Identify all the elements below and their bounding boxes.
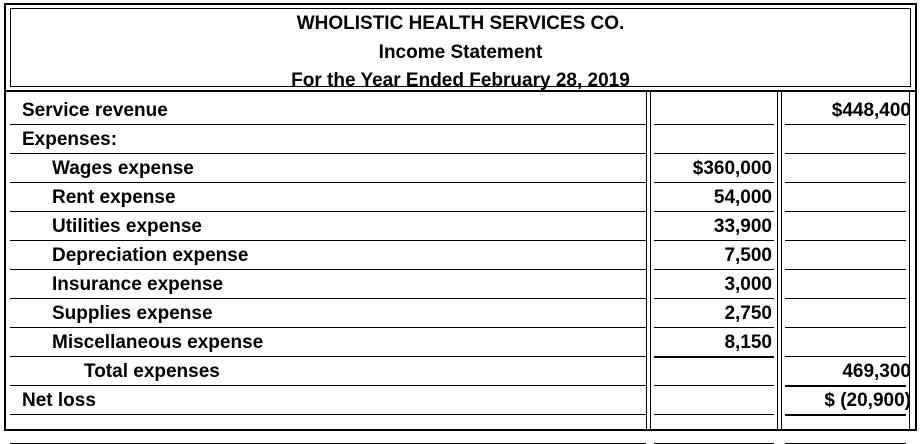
row-rule [654,153,774,154]
row-rule [654,211,774,212]
row-label: Wages expense [52,158,194,179]
statement-row [6,184,915,212]
row-rule [654,385,774,386]
statement-row [6,97,915,125]
subtotal-rule [654,356,774,358]
row-rule [10,298,646,299]
row-label: Utilities expense [52,216,202,237]
statement-row [6,242,915,270]
row-rule [785,182,906,183]
row-rule [10,124,646,125]
detail-amount: $360,000 [692,158,772,179]
statement-header [6,5,915,92]
row-rule [654,240,774,241]
statement-row [6,213,915,241]
row-label: Service revenue [22,100,168,121]
subtotal-rule [785,385,906,387]
statement-row [6,387,915,415]
row-rule [785,356,906,357]
detail-amount: 2,750 [724,303,772,324]
row-rule [785,269,906,270]
row-rule [10,327,646,328]
row-rule [10,211,646,212]
row-rule [654,414,774,415]
total-amount: 469,300 [842,361,911,382]
statement-row [6,155,915,183]
row-rule [654,327,774,328]
row-rule [785,153,906,154]
statement-row [6,300,915,328]
row-label: Miscellaneous expense [52,332,264,353]
double-rule [785,414,906,416]
total-amount: $448,400 [831,100,911,121]
total-amount: $ (20,900) [824,390,911,411]
row-label: Expenses: [22,129,118,150]
row-rule [785,211,906,212]
row-rule [654,298,774,299]
row-label: Net loss [22,390,96,411]
row-label: Supplies expense [52,303,213,324]
row-rule [10,182,646,183]
statement-title: Income Statement [378,42,543,63]
row-label: Depreciation expense [52,245,249,266]
detail-amount: 7,500 [724,245,772,266]
row-label: Insurance expense [52,274,224,295]
statement-row [6,358,915,386]
detail-amount: 54,000 [713,187,772,208]
row-rule [10,240,646,241]
statement-row [6,271,915,299]
row-rule [785,124,906,125]
row-rule [10,414,646,415]
row-label: Rent expense [52,187,176,208]
row-rule [654,124,774,125]
row-rule [654,182,774,183]
row-rule [10,153,646,154]
statement-row [6,126,915,154]
row-label: Total expenses [84,361,220,382]
row-rule [785,240,906,241]
row-label [6,416,662,444]
company-name: WHOLISTIC HEALTH SERVICES CO. [296,13,625,34]
detail-amount: 3,000 [724,274,772,295]
header-inner-border [10,8,911,91]
row-rule [10,356,646,357]
row-rule [10,385,646,386]
income-statement-frame [4,3,917,431]
detail-amount: 8,150 [724,332,772,353]
statement-period: For the Year Ended February 28, 2019 [291,70,630,91]
statement-row [6,416,915,444]
row-rule [10,269,646,270]
row-rule [654,269,774,270]
row-rule [785,327,906,328]
statement-row [6,329,915,357]
detail-amount: 33,900 [713,216,772,237]
row-rule [785,298,906,299]
